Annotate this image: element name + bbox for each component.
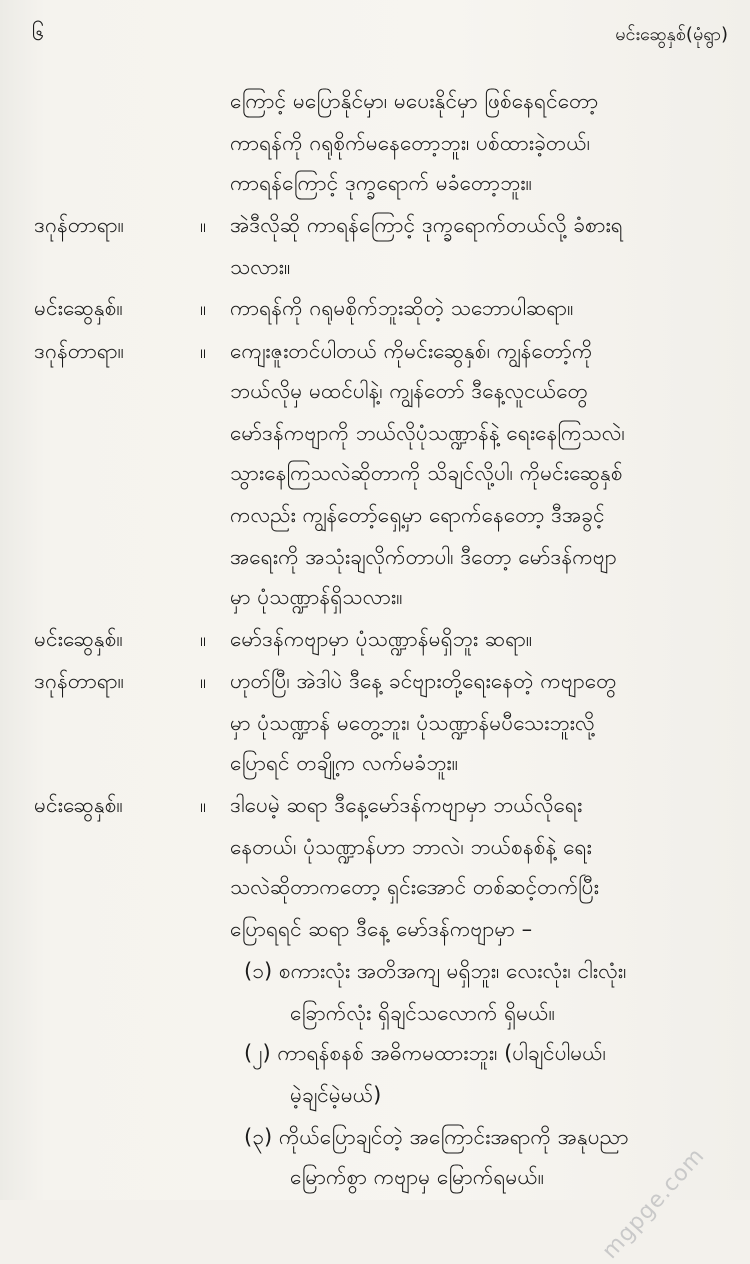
text-line: နေတယ်၊ ပုံသဏ္ဍာန်ဟာ ဘာလဲ၊ ဘယ်စနစ်နဲ့ ရေး xyxy=(230,835,592,859)
speaker-label: ဒဂုန်တာရာ။ xyxy=(34,339,124,363)
text-line: သလဲဆိုတာကတော့ ရှင်းအောင် တစ်ဆင့်တက်ပြီး xyxy=(230,875,599,899)
speaker-label: မင်းဆွေနှစ်။ xyxy=(34,296,123,320)
page-number: ၆ xyxy=(32,21,45,46)
text-line: ဒါပေမဲ့ ဆရာ ဒီနေ့မော်ဒန်ကဗျာမှာ ဘယ်လိုရေး xyxy=(230,793,583,817)
text-line: ပြောရရင် ဆရာ ဒီနေ့ မော်ဒန်ကဗျာမှာ – xyxy=(230,917,533,941)
speaker-label: မင်းဆွေနှစ်။ xyxy=(34,627,123,651)
list-item: (၁) စကားလုံး အတိအကျ မရှိဘူး၊ လေးလုံး၊ ငါးလုံး၊ xyxy=(244,959,627,983)
text-line: ကျေးဇူးတင်ပါတယ် ကိုမင်းဆွေနှစ်၊ ကျွန်တော့်ကို xyxy=(230,339,593,363)
speaker-mark: ။ xyxy=(200,793,207,817)
text-line: မှာ ပုံသဏ္ဍာန်ရှိသလား။ xyxy=(230,585,403,609)
text-line: အရေးကို အသုံးချလိုက်တာပါ၊ ဒီတော့ မော်ဒန်ကဗျာ xyxy=(230,545,617,569)
speaker-label: ဒဂုန်တာရာ။ xyxy=(34,669,124,693)
text-line: မော်ဒန်ကဗျာကို ဘယ်လိုပုံသဏ္ဍာန်နဲ့ ရေးနေကြသလဲ၊ xyxy=(230,421,625,445)
list-item-continuation: မြောက်စွာ ကဗျာမှ မြောက်ရမယ်။ xyxy=(290,1165,545,1189)
list-item-continuation: ခြောက်လုံး ရှိချင်သလောက် ရှိမယ်။ xyxy=(290,1001,555,1025)
list-item: (၃) ကိုယ်ပြောချင်တဲ့ အကြောင်းအရာကို အနုပညာ xyxy=(244,1125,629,1149)
text-line: အဲဒီလိုဆို ကာရန်ကြောင့် ဒုက္ခရောက်တယ်လို့ ခံစားရ xyxy=(230,213,623,237)
text-line: သွားနေကြသလဲဆိုတာကို သိချင်လို့ပါ၊ ကိုမင်းဆွေနှစ် xyxy=(230,461,623,485)
text-line: ဘယ်လိုမှ မထင်ပါနဲ့၊ ကျွန်တော် ဒီနေ့လူငယ်တွေ xyxy=(230,379,589,403)
list-item-continuation: မဲ့ချင်မဲ့မယ်) xyxy=(290,1083,382,1107)
text-line: ကာရန်ကြောင့် ဒုက္ခရောက် မခံတော့ဘူး။ xyxy=(230,171,532,195)
text-line: ပြောရင် တချို့က လက်မခံဘူး။ xyxy=(230,751,459,775)
speaker-mark: ။ xyxy=(200,627,207,651)
speaker-label: ဒဂုန်တာရာ။ xyxy=(34,213,124,237)
speaker-mark: ။ xyxy=(200,213,207,237)
list-item: (၂) ကာရန်စနစ် အဓိကမထားဘူး၊ (ပါချင်ပါမယ်၊ xyxy=(244,1041,607,1065)
text-line: သလား။ xyxy=(230,255,291,279)
watermark: mgpge.com xyxy=(597,1143,710,1264)
text-line: ကာရန်ကို ဂရုစိုက်မနေတော့ဘူး၊ ပစ်ထားခဲ့တယ်၊ xyxy=(230,131,591,155)
running-head: မင်းဆွေနှစ်(မုံရွာ) xyxy=(615,24,728,45)
text-line: ကာရန်ကို ဂရုမစိုက်ဘူးဆိုတဲ့ သဘောပါဆရာ။ xyxy=(230,296,574,320)
text-line: ကြောင့် မပြောနိုင်မှာ၊ မပေးနိုင်မှာ ဖြစ်နေရင်တော့ xyxy=(230,89,599,113)
text-line: မှာ ပုံသဏ္ဍာန် မတွေ့ဘူး၊ ပုံသဏ္ဍာန်မပီသေးဘူးလို့ xyxy=(230,711,595,735)
speaker-mark: ။ xyxy=(200,339,207,363)
text-line: ကလည်း ကျွန်တော့်ရှေ့မှာ ရောက်နေတော့ ဒီအခွင့် xyxy=(230,503,605,527)
speaker-mark: ။ xyxy=(200,669,207,693)
text-line: ဟုတ်ပြီ၊ အဲဒါပဲ ဒီနေ့ ခင်ဗျားတို့ရေးနေတဲ့ ကဗျာတွေ xyxy=(230,669,617,693)
text-line: မော်ဒန်ကဗျာမှာ ပုံသဏ္ဍာန်မရှိဘူး ဆရာ။ xyxy=(230,627,533,651)
page-header xyxy=(32,14,728,54)
speaker-label: မင်းဆွေနှစ်။ xyxy=(34,793,123,817)
speaker-mark: ။ xyxy=(200,296,207,320)
